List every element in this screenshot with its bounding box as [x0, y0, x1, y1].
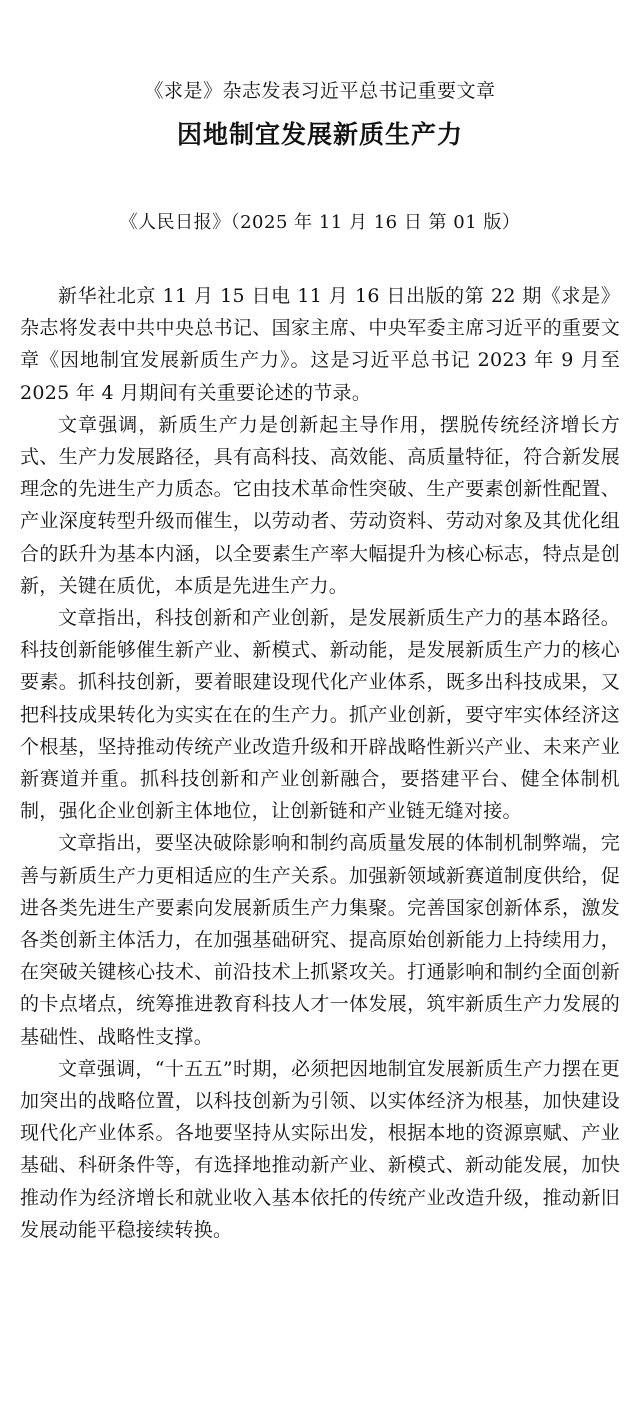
- article-body: [20, 280, 620, 1246]
- article-paragraph: 文章指出，要坚决破除影响和制约高质量发展的体制机制弊端，完善与新质生产力更相适应的生产关系。加强新领域新赛道制度供给，促进各类先进生产要素向发展新质生产力集聚。完善国家创新体系，激发各类创新主体活力，在加强基础研究、提高原始创新能力上持续用力，在突破关键核心技术、前沿技术上抓紧攻关。打通影响和制约全面创新的卡点堵点，统筹推进教育科技人才一体发展，筑牢新质生产力发展的基础性、战略性支撑。: [20, 832, 620, 1048]
- article-source-line: 《人民日报》（2025 年 11 月 16 日 第 01 版）: [119, 212, 521, 233]
- article-paragraph: 文章强调，“十五五”时期，必须把因地制宜发展新质生产力摆在更加突出的战略位置，以科技创新为引领、以实体经济为根基，加快建设现代化产业体系。各地要坚持从实际出发，根据本地的资源禀赋、产业基础、科研条件等，有选择地推动新产业、新模式、新动能发展，加快推动作为经济增长和就业收入基本依托的传统产业改造升级，推动新旧发展动能平稳接续转换。: [20, 1057, 620, 1241]
- article-paragraph: 文章强调，新质生产力是创新起主导作用，摆脱传统经济增长方式、生产力发展路径，具有高科技、高效能、高质量特征，符合新发展理念的先进生产力质态。它由技术革命性突破、生产要素创新性配置、产业深度转型升级而催生，以劳动者、劳动资料、劳动对象及其优化组合的跃升为基本内涵，以全要素生产率大幅提升为核心标志，特点是创新，关键在质优，本质是先进生产力。: [20, 413, 620, 597]
- article-kicker: 《求是》杂志发表习近平总书记重要文章: [144, 80, 496, 102]
- article-paragraph: 文章指出，科技创新和产业创新，是发展新质生产力的基本路径。科技创新能够催生新产业、新模式、新动能，是发展新质生产力的核心要素。抓科技创新，要着眼建设现代化产业体系，既多出科技成果，又把科技成果转化为实实在在的生产力。抓产业创新，要守牢实体经济这个根基，坚持推动传统产业改造升级和开辟战略性新兴产业、未来产业新赛道并重。抓科技创新和产业创新融合，要搭建平台、健全体制机制，强化企业创新主体地位，让创新链和产业链无缝对接。: [20, 607, 620, 823]
- article-paragraph: 新华社北京 11 月 15 日电 11 月 16 日出版的第 22 期《求是》杂志将发表中共中央总书记、国家主席、中央军委主席习近平的重要文章《因地制宜发展新质生产力》。这是习近平总书记 2023 年 9 月至 2025 年 4 月期间有关重要论述的节录。: [20, 285, 620, 404]
- article-headline: 因地制宜发展新质生产力: [176, 120, 463, 149]
